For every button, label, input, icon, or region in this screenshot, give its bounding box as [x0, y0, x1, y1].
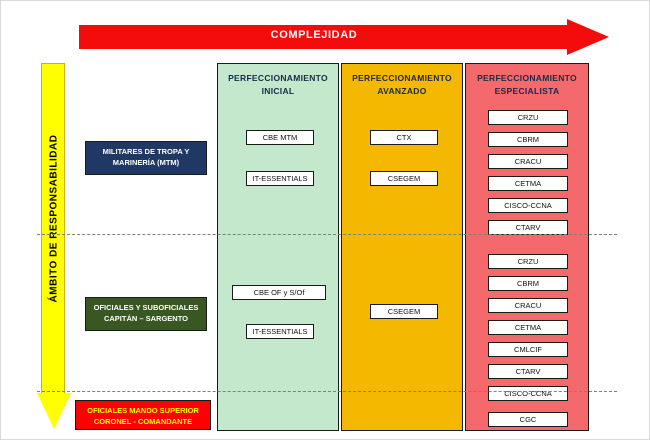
course-chip[interactable]: CSEGEM [370, 304, 438, 319]
role-box-officers [85, 297, 207, 331]
complexity-axis-arrow [79, 19, 619, 55]
column-title-advanced-line2: AVANZADO [377, 86, 427, 96]
complexity-axis-label: COMPLEJIDAD [270, 29, 358, 41]
course-chip[interactable]: CBRM [488, 132, 568, 147]
course-chip[interactable]: IT-ESSENTIALS [246, 171, 314, 186]
course-chip[interactable]: IT-ESSENTIALS [246, 324, 314, 339]
column-title-advanced [342, 72, 462, 98]
column-title-expert-line2: ESPECIALISTA [494, 86, 560, 96]
column-title-expert-line1: PERFECCIONAMIENTO [477, 73, 577, 83]
role-box-command-line2: CORONEL - COMANDANTE [93, 417, 193, 426]
course-chip[interactable]: CTARV [488, 220, 568, 235]
responsibility-axis-arrow [37, 63, 71, 431]
role-box-troops [85, 141, 207, 175]
complexity-arrow-head [567, 19, 609, 55]
column-title-initial-line1: PERFECCIONAMIENTO [228, 73, 328, 83]
course-chip[interactable]: CSEGEM [370, 171, 438, 186]
column-title-expert [466, 72, 588, 98]
course-chip[interactable]: CBE OF y S/Of [232, 285, 326, 300]
course-chip[interactable]: CTX [370, 130, 438, 145]
course-chip[interactable]: CETMA [488, 320, 568, 335]
course-chip[interactable]: CGC [488, 412, 568, 427]
course-chip[interactable]: CETMA [488, 176, 568, 191]
band-separator-officers-command [37, 391, 617, 392]
course-chip[interactable]: CBRM [488, 276, 568, 291]
role-box-command-line1: OFICIALES MANDO SUPERIOR [87, 406, 199, 415]
column-perfeccionamiento-inicial [217, 63, 339, 431]
responsibility-arrow-head [37, 393, 71, 429]
column-title-initial-line2: INICIAL [261, 86, 295, 96]
column-perfeccionamiento-avanzado [341, 63, 463, 431]
training-matrix [217, 63, 617, 431]
course-chip[interactable]: CRACU [488, 154, 568, 169]
role-box-officers-line1: OFICIALES Y SUBOFICIALES [93, 303, 199, 312]
band-separator-troops-officers [37, 234, 617, 235]
role-box-command [75, 400, 211, 430]
course-chip[interactable]: CISCO-CCNA [488, 386, 568, 401]
role-box-troops-line2: MARINERÍA (MTM) [112, 158, 180, 167]
course-chip[interactable]: CRACU [488, 298, 568, 313]
course-chip[interactable]: CRZU [488, 110, 568, 125]
course-chip[interactable]: CTARV [488, 364, 568, 379]
role-box-troops-line1: MILITARES DE TROPA Y [102, 147, 190, 156]
role-box-officers-line2: CAPITÁN – SARGENTO [103, 314, 189, 323]
column-perfeccionamiento-especialista [465, 63, 589, 431]
course-chip[interactable]: CBE MTM [246, 130, 314, 145]
course-chip[interactable]: CRZU [488, 254, 568, 269]
column-title-initial [218, 72, 338, 98]
course-chip[interactable]: CMLCIF [488, 342, 568, 357]
column-title-advanced-line1: PERFECCIONAMIENTO [352, 73, 452, 83]
course-chip[interactable]: CISCO-CCNA [488, 198, 568, 213]
responsibility-axis-label: ÁMBITO DE RESPONSABILIDAD [48, 134, 60, 303]
